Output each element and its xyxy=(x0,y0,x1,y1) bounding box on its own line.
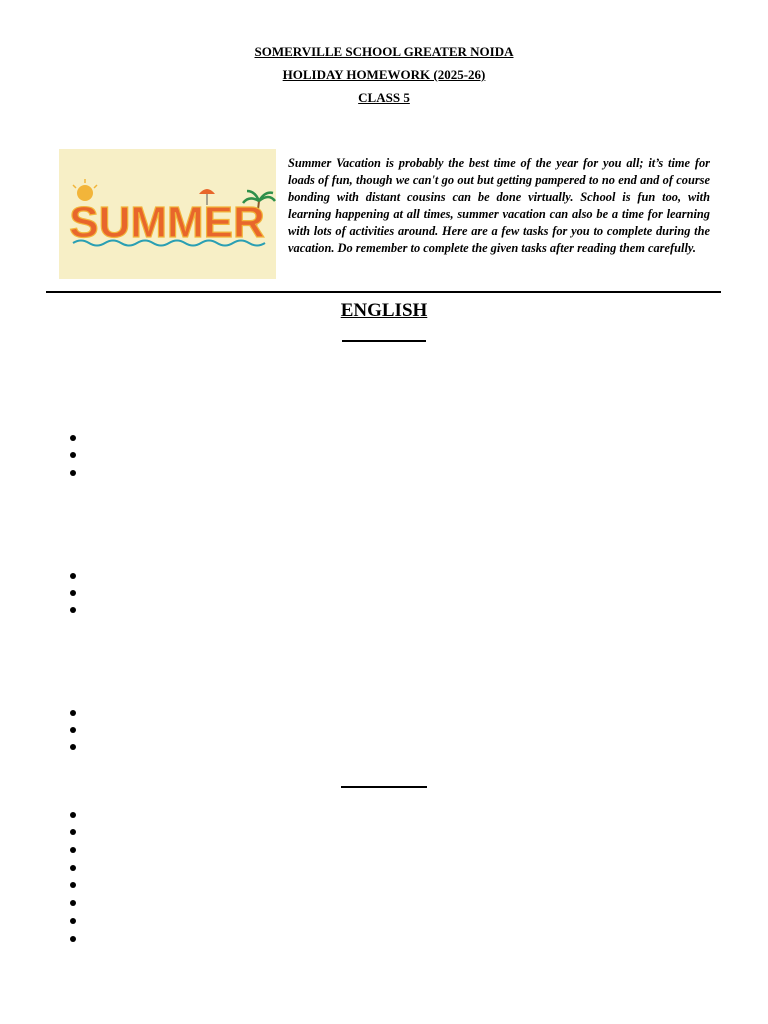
list-bullet xyxy=(70,918,76,924)
list-bullet xyxy=(70,829,76,835)
list-bullet xyxy=(70,435,76,441)
list-bullet xyxy=(70,607,76,613)
list-bullet xyxy=(70,710,76,716)
list-bullet xyxy=(70,590,76,596)
heading-underline-1 xyxy=(342,340,426,342)
summer-lettering: SUMMER xyxy=(69,198,265,247)
list-bullet xyxy=(70,727,76,733)
summer-banner-image xyxy=(59,149,276,279)
section-divider xyxy=(46,291,721,293)
list-bullet xyxy=(70,865,76,871)
list-bullet xyxy=(70,847,76,853)
list-bullet xyxy=(70,882,76,888)
subject-title-english: ENGLISH xyxy=(340,300,428,321)
list-bullet xyxy=(70,573,76,579)
list-bullet xyxy=(70,936,76,942)
homework-title: HOLIDAY HOMEWORK (2025-26) xyxy=(282,67,486,82)
list-bullet xyxy=(70,452,76,458)
class-label: CLASS 5 xyxy=(358,90,410,105)
intro-paragraph: Summer Vacation is probably the best time of the year for you all; it’s time for loads of fun, though we can't go out but getting pampered to no end and of course bonding with distant cousins can be done virtually. School is fun too, with learning happening at all times, summer vacation can also be a time for learning with lots of activities around. Here are a few tasks for you to complete during the vacation. Do remember to complete the given tasks after reading them carefully. xyxy=(288,156,710,255)
list-bullet xyxy=(70,812,76,818)
heading-underline-2 xyxy=(341,786,427,788)
list-bullet xyxy=(70,470,76,476)
list-bullet xyxy=(70,900,76,906)
list-bullet xyxy=(70,744,76,750)
school-name: SOMERVILLE SCHOOL GREATER NOIDA xyxy=(254,44,514,59)
summer-illustration xyxy=(59,149,276,279)
